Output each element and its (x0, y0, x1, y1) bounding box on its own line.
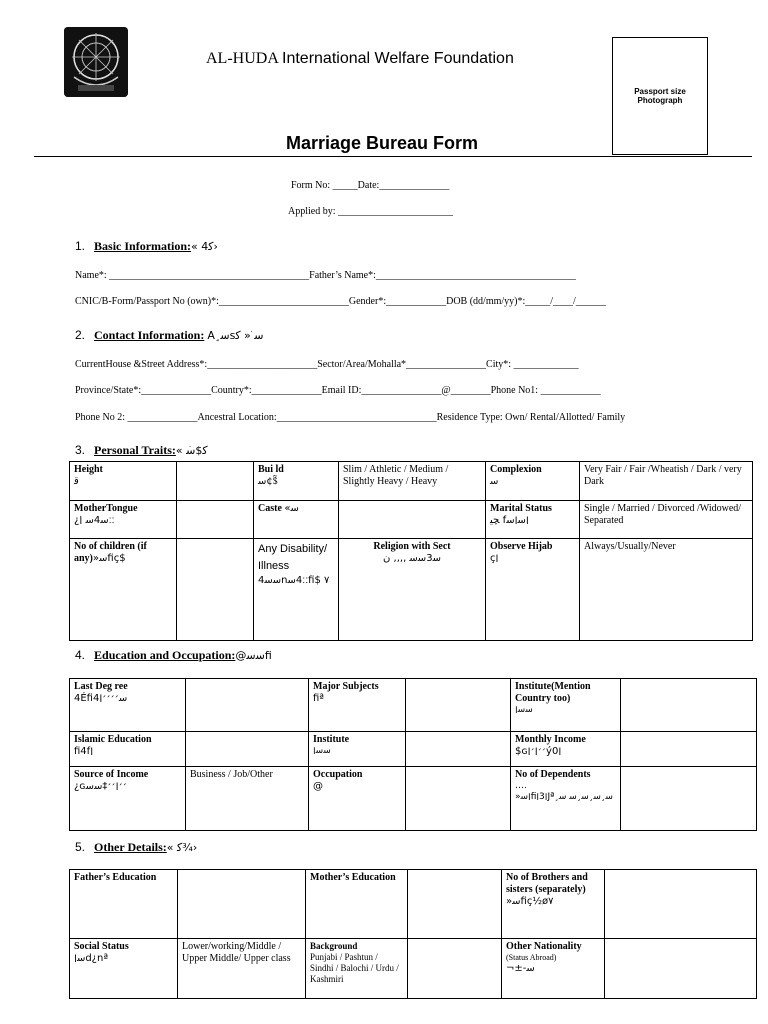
institute-label-cell: Institute ﺳﺳ׀ (309, 732, 406, 767)
mother-education-label-cell: Mother’s Education (306, 870, 408, 939)
table-row (70, 539, 753, 641)
foundation-logo (64, 27, 128, 97)
organization-name (206, 50, 514, 68)
address-line[interactable]: CurrentHouse &Street Address*:______________________Sector/Area/Mohalla*________________City*: _____________ (75, 359, 579, 370)
section-personal-traits: 3. Personal Traits:«ׁ ﮐ$ﺳ (75, 443, 208, 457)
islamic-education-label-cell: Islamic Education fi4f׀ (70, 732, 186, 767)
org-name-rest: International Welfare Foundation (282, 50, 514, 67)
table-row (70, 870, 757, 939)
section-label: Contact Information: (94, 328, 205, 342)
father-education-input-cell[interactable] (178, 870, 306, 939)
mother-education-input-cell[interactable] (408, 870, 502, 939)
major-subjects-input-cell[interactable] (406, 679, 511, 732)
section-basic-information: 1. Basic Information:«ׁ ﮐ4› (75, 239, 218, 253)
complexion-options-cell[interactable]: Very Fair / Fair /Wheatish / Dark / very Dark (580, 462, 753, 501)
other-nationality-input-cell[interactable] (605, 939, 757, 999)
section-contact-information: 2. Contact Information: A¸ﺳsﺳ «ׁ ﮐ (75, 328, 264, 342)
section-label: Basic Information: (94, 239, 192, 253)
disability-label-cell: Any Disability/ Illness 4ﺳﺳn׃׃4ﺳfi$ ٧ (254, 539, 339, 641)
marital-options-cell[interactable]: Single / Married / Divorced /Widowed/ Separated (580, 501, 753, 539)
mother-tongue-input-cell[interactable] (177, 501, 254, 539)
caste-input-cell[interactable] (339, 501, 486, 539)
hijab-label-cell: Observe Hijab ç׀ (486, 539, 580, 641)
religion-label-cell: Religion with Sect ﺳ3ﺳﺳ ,,,, ﻥ (339, 539, 486, 641)
section-label: Other Details: (94, 840, 167, 854)
table-row (70, 679, 757, 732)
section-education-occupation: 4. Education and Occupation:@ﺳﺳfi (75, 648, 272, 662)
phone-ancestral-residence-line[interactable]: Phone No 2: ______________Ancestral Location:________________________________Residence Type: Own/ Rental/Allotted/ Family (75, 412, 626, 423)
last-degree-input-cell[interactable] (186, 679, 309, 732)
build-label-cell: Bui ld ﺳ¢$ؒؒ (254, 462, 339, 501)
caste-label-cell: Caste «ﺳ (254, 501, 339, 539)
father-education-label-cell: Father’s Education (70, 870, 178, 939)
table-row (70, 767, 757, 831)
institute-mention-label-cell: Institute(Mention Country too) ﺳﺳ׀ (511, 679, 621, 732)
table-row (70, 732, 757, 767)
height-label-cell: Height ﻗ (70, 462, 177, 501)
applied-by-line[interactable]: Applied by: _______________________ (288, 206, 453, 217)
name-father-line[interactable]: Name*: ________________________________________Father’s Name*:________________________________________ (75, 270, 576, 281)
siblings-label-cell: No of Brothers and sisters (separately) »ﺳfiç½ø٧ (502, 870, 605, 939)
source-income-options-cell[interactable]: Business / Job/Other (186, 767, 309, 831)
personal-traits-table (69, 461, 753, 641)
height-input-cell[interactable] (177, 462, 254, 501)
marital-status-label-cell: Marital Status ﭽﯿ f׀ﺳ׀ﺳ (486, 501, 580, 539)
source-income-label-cell: Source of Income ¿ɢ׳׳׀׳׳‡ﺳﺳ (70, 767, 186, 831)
monthly-income-label-cell: Monthly Income $ɢ׳׳׀׳׀ý0׀ (511, 732, 621, 767)
monthly-income-input-cell[interactable] (621, 732, 757, 767)
background-cell[interactable]: Background Punjabi / Pashtun / Sindhi / Balochi / Urdu / Kashmiri (306, 939, 408, 999)
dependents-label-cell: No of Dependents …. »׀ﺳfi׀3׀Jª¸ﺳ¸ﺳ¸ﺳ¸ﺳ ﺳ (511, 767, 621, 831)
other-nationality-label-cell: Other Nationality (Status Abroad) ¬±-ﺳ (502, 939, 605, 999)
dependents-input-cell[interactable] (621, 767, 757, 831)
province-country-email-line[interactable]: Province/State*:______________Country*:______________Email ID:________________@________Phone No1: ____________ (75, 385, 601, 396)
background-input-cell[interactable] (408, 939, 502, 999)
occupation-label-cell: Occupation @ (309, 767, 406, 831)
form-no-date-line[interactable]: Form No: _____Date:______________ (291, 180, 450, 191)
section-other-details: 5. Other Details:«ׁ ﮐ¾› (75, 840, 198, 854)
major-subjects-label-cell: Major Subjects fiª (309, 679, 406, 732)
children-input-cell[interactable] (177, 539, 254, 641)
occupation-input-cell[interactable] (406, 767, 511, 831)
education-occupation-table (69, 678, 757, 831)
social-status-options-cell[interactable]: Lower/working/Middle / Upper Middle/ Upper class (178, 939, 306, 999)
passport-photo-box[interactable]: Passport size Photograph (612, 37, 708, 155)
social-status-label-cell: Social Status ﺳ׀d¿nª (70, 939, 178, 999)
mother-tongue-label-cell: MotherTongue ¿ׁ׃׃ﺳ4ﺳ ׀ (70, 501, 177, 539)
other-details-table (69, 869, 757, 999)
table-row (70, 462, 753, 501)
table-row (70, 939, 757, 999)
section-label: Personal Traits: (94, 443, 176, 457)
table-row (70, 501, 753, 539)
cnic-gender-dob-line[interactable]: CNIC/B-Form/Passport No (own)*:__________________________Gender*:____________DOB (dd/mm/yy)*:_____/____/______ (75, 296, 606, 307)
org-name-serif: AL-HUDA (206, 50, 278, 67)
section-label: Education and Occupation: (94, 648, 236, 662)
last-degree-label-cell: Last Deg ree 4Éfi4ﺳ׳׳׳׳׀ (70, 679, 186, 732)
siblings-input-cell[interactable] (605, 870, 757, 939)
hijab-options-cell[interactable]: Always/Usually/Never (580, 539, 753, 641)
header-divider (34, 156, 752, 157)
form-title: Marriage Bureau Form (286, 133, 479, 153)
complexion-label-cell: Complexion ﺳ (486, 462, 580, 501)
institute-input-cell[interactable] (406, 732, 511, 767)
children-label-cell: No of children (if any)»ﺳfiç$ (70, 539, 177, 641)
build-options-cell[interactable]: Slim / Athletic / Medium / Slightly Heavy / Heavy (339, 462, 486, 501)
institute-mention-input-cell[interactable] (621, 679, 757, 732)
islamic-education-input-cell[interactable] (186, 732, 309, 767)
